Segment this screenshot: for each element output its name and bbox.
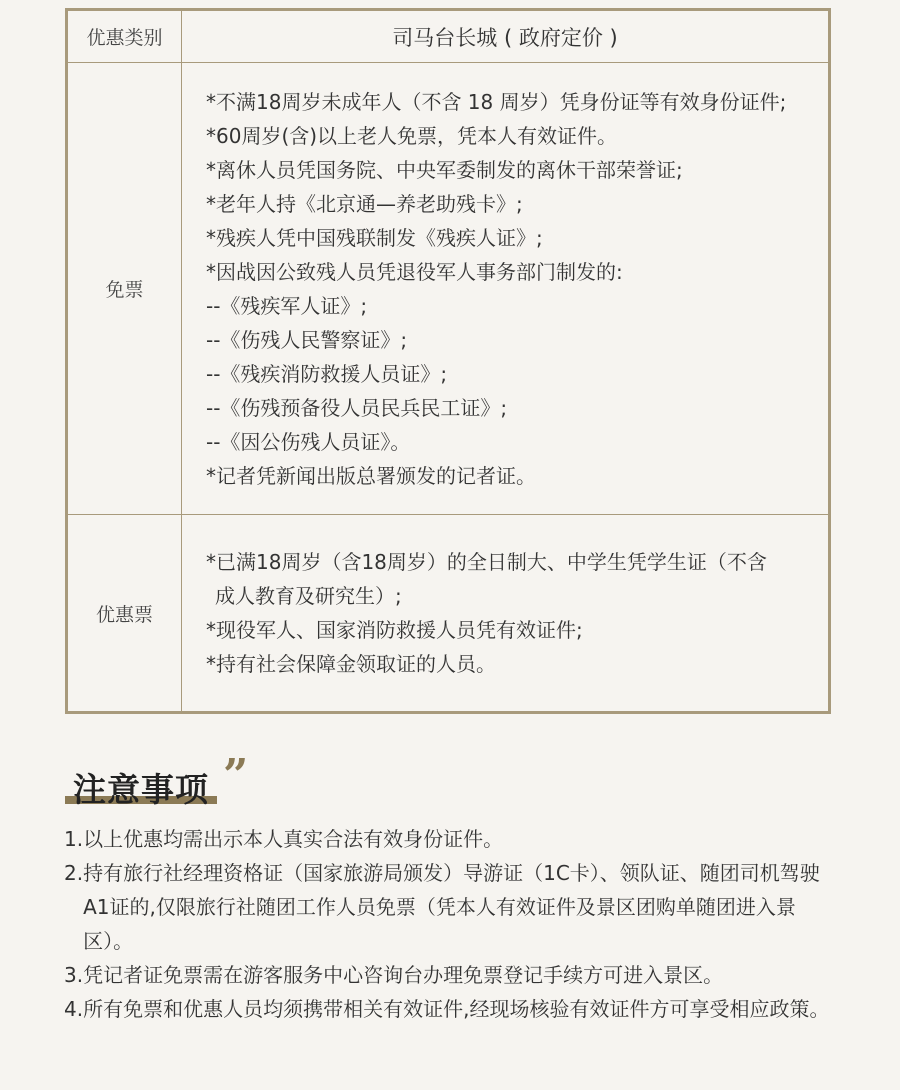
row-category-free: 免票 (67, 63, 182, 515)
discount-line: *持有社会保障金领取证的人员。 (206, 652, 496, 676)
free-line: *残疾人凭中国残联制发《残疾人证》; (206, 225, 543, 250)
ticket-policy-table (65, 8, 831, 714)
note-number: 1. (64, 827, 84, 851)
notes-title: 注意事项 (73, 770, 209, 809)
note-number: 2. (64, 861, 84, 885)
free-line: *不满18周岁未成年人（不含 18 周岁）凭身份证等有效身份证件; (206, 89, 787, 114)
free-line: --《因公伤残人员证》。 (206, 429, 411, 454)
header-title: 司马台长城 ( 政府定价 ) (182, 10, 830, 63)
free-line: --《伤残人民警察证》; (206, 327, 408, 352)
list-item (64, 992, 840, 1026)
free-line: --《残疾消防救援人员证》; (206, 361, 448, 386)
free-line: *60周岁(含)以上老人免票，凭本人有效证件。 (206, 123, 618, 148)
free-line: *离休人员凭国务院、中央军委制发的离休干部荣誉证; (206, 157, 683, 182)
table-row-discount (67, 515, 830, 713)
discount-line: *现役军人、国家消防救援人员凭有效证件; (206, 618, 583, 642)
discount-line: *已满18周岁（含18周岁）的全日制大、中学生凭学生证（不含 (206, 550, 767, 574)
table-header-row (67, 10, 830, 63)
header-category: 优惠类别 (67, 10, 182, 63)
notes-heading (65, 750, 265, 810)
notes-list (64, 822, 840, 1026)
quote-mark-icon: ” (223, 750, 249, 801)
note-text: 所有免票和优惠人员均须携带相关有效证件,经现场核验有效证件方可享受相应政策。 (83, 997, 830, 1021)
free-line: --《残疾军人证》; (206, 293, 368, 318)
row-body-free (182, 63, 830, 515)
list-item (64, 856, 840, 958)
note-text: 以上优惠均需出示本人真实合法有效身份证件。 (83, 827, 504, 851)
note-number: 4. (64, 997, 84, 1021)
row-body-discount (182, 515, 830, 713)
free-line: --《伤残预备役人员民兵民工证》; (206, 395, 508, 420)
list-item (64, 958, 840, 992)
note-number: 3. (64, 963, 84, 987)
row-category-discount: 优惠票 (67, 515, 182, 713)
free-line: *记者凭新闻出版总署颁发的记者证。 (206, 463, 536, 488)
note-text: 凭记者证免票需在游客服务中心咨询台办理免票登记手续方可进入景区。 (83, 963, 724, 987)
free-line: *老年人持《北京通—养老助残卡》; (206, 191, 523, 216)
list-item (64, 822, 840, 856)
table-row-free (67, 63, 830, 515)
discount-line: 成人教育及研究生）; (215, 584, 402, 608)
free-line: *因战因公致残人员凭退役军人事务部门制发的: (206, 259, 623, 284)
note-text: 持有旅行社经理资格证（国家旅游局颁发）导游证（1C卡）、领队证、随团司机驾驶A1证的,仅限旅行社随团工作人员免票（凭本人有效证件及景区团购单随团进入景区）。 (83, 861, 820, 953)
